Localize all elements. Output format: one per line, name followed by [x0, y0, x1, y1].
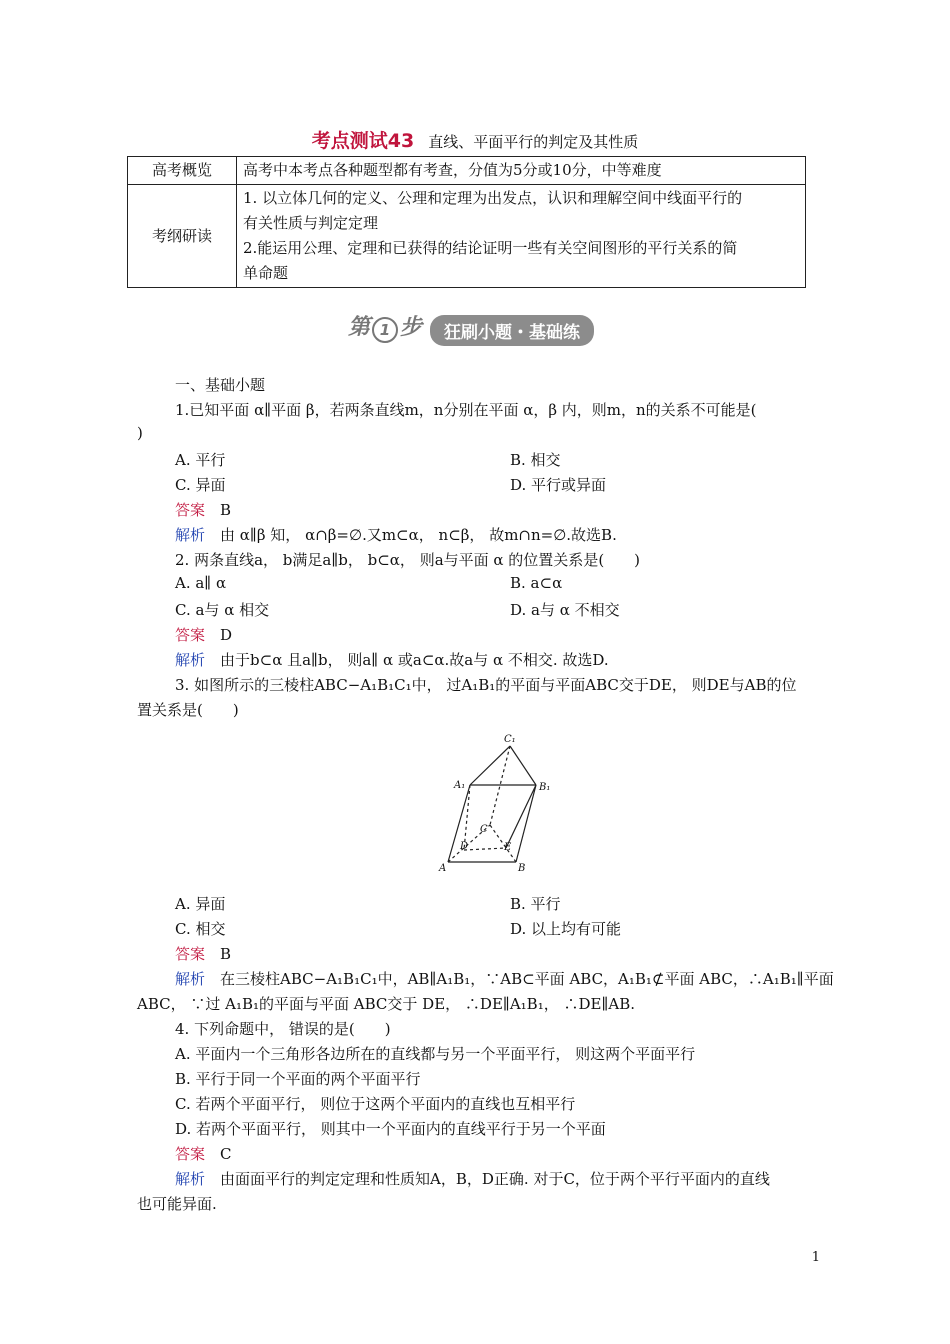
- step-number-badge: 1: [372, 317, 398, 343]
- question-3-stem: 3. 如图所示的三棱柱ABC−A₁B₁C₁中， 过A₁B₁的平面与平面ABC交于DE， 则DE与AB的位: [175, 676, 797, 694]
- syllabus-line: 有关性质与判定定理: [243, 214, 379, 232]
- vertex-label-b1: B₁: [539, 782, 550, 793]
- analysis-text: 在三棱柱ABC−A₁B₁C₁中，AB∥A₁B₁，∵AB⊂平面 ABC，A₁B₁⊄平面 ABC，∴A₁B₁∥平面: [220, 970, 834, 988]
- point-label-d: D: [460, 841, 469, 852]
- table-row: [128, 185, 806, 288]
- option-b: B. 相交: [510, 451, 561, 469]
- question-4-stem: 4. 下列命题中， 错误的是( ): [175, 1020, 391, 1038]
- section-heading: 一、基础小题: [175, 376, 266, 394]
- option-d: D. 平行或异面: [510, 476, 607, 494]
- answer-value: C: [220, 1145, 232, 1163]
- page-title: [0, 126, 950, 153]
- point-label-e: E: [504, 842, 512, 853]
- row-label: 考纲研读: [128, 185, 237, 288]
- answer-label: 答案: [175, 626, 206, 644]
- analysis-text: 由 α∥β 知， α∩β=∅.又m⊂α， n⊂β， 故m∩n=∅.故选B.: [220, 526, 617, 544]
- practice-pill: 狂刷小题・基础练: [430, 315, 594, 346]
- option-b: B. a⊂α: [510, 574, 563, 592]
- answer-value: D: [220, 626, 233, 644]
- row-label: 高考概览: [128, 157, 237, 185]
- analysis-text-cont: 也可能异面.: [137, 1195, 217, 1213]
- question-2-stem: 2. 两条直线a， b满足a∥b， b⊂α， 则a与平面 α 的位置关系是( ): [175, 551, 641, 569]
- option-c: C. 相交: [175, 920, 226, 938]
- answer-line: [175, 624, 232, 645]
- step-suffix: 步: [400, 315, 423, 340]
- row-content: 高考中本考点各种题型都有考查，分值为5分或10分，中等难度: [237, 157, 806, 185]
- answer-line: [175, 1143, 232, 1164]
- vertex-label-a1: A₁: [454, 780, 466, 791]
- analysis-label: 解析: [175, 651, 206, 669]
- analysis-line: [175, 968, 834, 989]
- option-a: A. 异面: [175, 895, 226, 913]
- triangular-prism-figure: [430, 730, 550, 880]
- test-number-title: 考点测试43: [311, 130, 415, 152]
- option-d: D. 若两个平面平行， 则其中一个平面内的直线平行于另一个平面: [175, 1120, 606, 1138]
- step-prefix: 第: [348, 315, 371, 340]
- answer-label: 答案: [175, 501, 206, 519]
- option-a: A. a∥ α: [175, 574, 227, 592]
- table-row: [128, 157, 806, 185]
- analysis-label: 解析: [175, 1170, 206, 1188]
- analysis-text: 由面面平行的判定定理和性质知A，B，D正确. 对于C，位于两个平行平面内的直线: [220, 1170, 770, 1188]
- answer-value: B: [220, 945, 232, 963]
- question-3-stem-cont: 置关系是( ): [137, 701, 239, 719]
- analysis-label: 解析: [175, 526, 206, 544]
- analysis-text-cont: ABC， ∵过 A₁B₁的平面与平面 ABC交于 DE， ∴DE∥A₁B₁， ∴DE∥AB.: [137, 995, 636, 1013]
- overview-table: [127, 156, 806, 288]
- step-banner: [348, 310, 594, 344]
- question-1-stem: 1.已知平面 α∥平面 β，若两条直线m，n分别在平面 α，β 内，则m，n的关系不可能是(: [175, 401, 757, 419]
- option-d: D. a与 α 不相交: [510, 601, 620, 619]
- option-a: A. 平面内一个三角形各边所在的直线都与另一个平面平行， 则这两个平面平行: [175, 1045, 696, 1063]
- option-a: A. 平行: [175, 451, 226, 469]
- analysis-line: [175, 649, 609, 670]
- answer-line: [175, 499, 231, 520]
- analysis-line: [175, 1168, 770, 1189]
- analysis-label: 解析: [175, 970, 206, 988]
- option-d: D. 以上均有可能: [510, 920, 622, 938]
- test-topic-title: 直线、平面平行的判定及其性质: [428, 133, 639, 151]
- analysis-text: 由于b⊂α 且a∥b， 则a∥ α 或a⊂α.故a与 α 不相交. 故选D.: [220, 651, 609, 669]
- question-1-stem-cont: ): [137, 424, 143, 442]
- answer-label: 答案: [175, 1145, 206, 1163]
- vertex-label-c: C: [480, 824, 488, 835]
- option-c: C. 异面: [175, 476, 226, 494]
- syllabus-line: 2.能运用公理、定理和已获得的结论证明一些有关空间图形的平行关系的简: [243, 239, 738, 257]
- syllabus-line: 单命题: [243, 264, 289, 282]
- vertex-label-a: A: [439, 863, 447, 874]
- answer-label: 答案: [175, 945, 206, 963]
- answer-line: [175, 943, 231, 964]
- option-c: C. 若两个平面平行， 则位于这两个平面内的直线也互相平行: [175, 1095, 576, 1113]
- option-b: B. 平行于同一个平面的两个平面平行: [175, 1070, 421, 1088]
- option-c: C. a与 α 相交: [175, 601, 270, 619]
- vertex-label-b: B: [518, 863, 526, 874]
- vertex-label-c1: C₁: [504, 734, 516, 745]
- row-content: [237, 185, 806, 288]
- answer-value: B: [220, 501, 232, 519]
- option-b: B. 平行: [510, 895, 561, 913]
- syllabus-line: 1. 以立体几何的定义、公理和定理为出发点，认识和理解空间中线面平行的: [243, 189, 743, 207]
- analysis-line: [175, 524, 617, 545]
- page-number: 1: [811, 1250, 820, 1265]
